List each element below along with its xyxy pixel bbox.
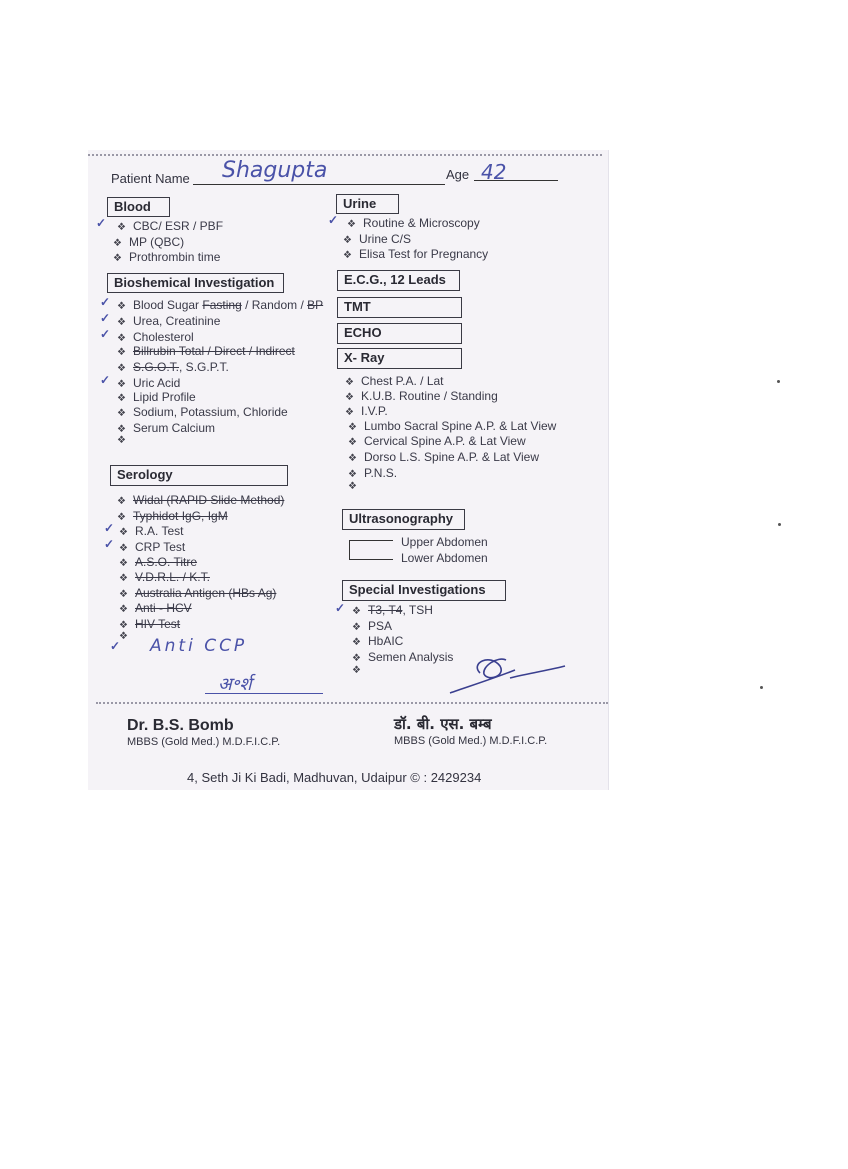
biochem-item-cholesterol — [117, 330, 194, 344]
bullet-icon: ❖ — [117, 222, 126, 233]
perforation-bottom — [96, 702, 608, 704]
bullet-icon: ❖ — [119, 589, 128, 600]
item-text: Sodium, Potassium, Chloride — [133, 405, 288, 419]
item-text-struck: Anti - HCV — [135, 601, 192, 615]
handwritten-underline — [205, 693, 323, 694]
xray-section-title: X- Ray — [337, 348, 462, 369]
bullet-icon: ❖ — [117, 333, 126, 344]
item-text: Urine C/S — [359, 232, 412, 246]
item-text: Semen Analysis — [368, 650, 454, 664]
item-text: Routine & Microscopy — [363, 216, 480, 230]
xray-item-chest — [345, 374, 444, 388]
serology-item-ra-test — [119, 524, 183, 538]
biochem-item-lipid — [117, 390, 196, 404]
item-text-struck: HIV Test — [135, 617, 181, 631]
urine-section-title: Urine — [336, 194, 399, 214]
ultrasound-bracket — [349, 540, 393, 560]
special-item-psa — [352, 619, 392, 633]
xray-item-cervical — [348, 434, 526, 448]
item-text: , S.G.P.T. — [179, 360, 229, 374]
urine-item-elisa — [343, 247, 488, 261]
bullet-icon: ❖ — [117, 379, 126, 390]
item-text: K.U.B. Routine / Standing — [361, 389, 498, 403]
serology-item-typhidot — [117, 509, 228, 523]
tick-mark-icon: ✓ — [100, 311, 111, 325]
xray-item-lumbo — [348, 419, 556, 433]
item-text: Prothrombin time — [129, 250, 221, 264]
bullet-icon: ❖ — [117, 496, 126, 507]
item-text-struck: Fasting — [202, 298, 242, 312]
ultrasound-item-lower: Lower Abdomen — [401, 551, 488, 565]
tick-mark-icon: ✓ — [104, 521, 115, 535]
bullet-icon: ❖ — [119, 543, 128, 554]
item-text: Uric Acid — [133, 376, 181, 390]
urine-item-cs — [343, 232, 411, 246]
bullet-icon: ❖ — [117, 424, 126, 435]
item-text-struck: A.S.O. Titre — [135, 555, 198, 569]
item-text-struck: BP — [307, 298, 324, 312]
item-text: CBC/ ESR / PBF — [133, 219, 224, 233]
item-text: Dorso L.S. Spine A.P. & Lat View — [364, 450, 539, 464]
scan-speck — [777, 380, 780, 383]
special-section-title: Special Investigations — [342, 580, 506, 601]
perforation-top — [88, 154, 602, 156]
item-text: R.A. Test — [135, 524, 184, 538]
bullet-icon: ❖ — [352, 622, 361, 633]
handwritten-anti-ccp: Anti CCP — [150, 636, 248, 656]
tmt-section-title: TMT — [337, 297, 462, 318]
bullet-icon: ❖ — [117, 363, 126, 374]
bullet-icon: ❖ — [343, 235, 352, 246]
doctor-degree-en: MBBS (Gold Med.) M.D.F.I.C.P. — [127, 736, 281, 748]
item-text-struck: T3, T4 — [368, 603, 403, 617]
bullet-icon: ❖ — [117, 393, 126, 404]
biochem-item-bilirubin — [117, 344, 295, 358]
scan-speck — [760, 686, 763, 689]
bullet-icon: ❖ — [352, 637, 361, 648]
biochem-item-blood-sugar — [117, 298, 323, 312]
serology-item-hbsag — [119, 586, 276, 600]
blood-item-prothrombin — [113, 250, 220, 264]
clinic-address: 4, Seth Ji Ki Badi, Madhuvan, Udaipur © : 2429234 — [187, 770, 482, 785]
echo-section-title: ECHO — [337, 323, 462, 344]
bullet-icon: ❖ — [352, 606, 361, 617]
item-text: I.V.P. — [361, 404, 388, 418]
item-text: CRP Test — [135, 540, 186, 554]
item-text: HbAIC — [368, 634, 404, 648]
item-text-struck: Billrubin Total / Direct / Indirect — [133, 344, 295, 358]
tick-mark-icon: ✓ — [96, 216, 107, 230]
bullet-icon: ❖ — [113, 238, 122, 249]
xray-item-blank — [348, 478, 364, 492]
biochem-item-urea — [117, 314, 220, 328]
serology-section-title: Serology — [110, 465, 288, 486]
age-label: Age — [446, 167, 470, 182]
bullet-icon: ❖ — [347, 219, 356, 230]
bullet-icon: ❖ — [119, 573, 128, 584]
tick-mark-icon: ✓ — [100, 327, 111, 341]
tick-mark-icon: ✓ — [100, 373, 111, 387]
tick-mark-icon: ✓ — [110, 639, 121, 653]
xray-item-kub — [345, 389, 498, 403]
bullet-icon: ❖ — [348, 437, 357, 448]
biochem-item-sodium — [117, 405, 288, 419]
urine-item-routine — [347, 216, 480, 230]
bullet-icon: ❖ — [119, 604, 128, 615]
tick-mark-icon: ✓ — [328, 213, 339, 227]
bullet-icon: ❖ — [119, 527, 128, 538]
special-item-blank — [352, 662, 368, 676]
biochem-item-blank — [117, 432, 133, 446]
bullet-icon: ❖ — [352, 653, 361, 664]
bullet-icon: ❖ — [117, 301, 126, 312]
handwritten-note: अ॰र्श — [218, 674, 252, 695]
patient-name-value: Shagupta — [222, 158, 328, 183]
biochem-item-uric-acid — [117, 376, 180, 390]
biochem-section-title: Bioshemical Investigation — [107, 273, 284, 293]
serology-item-hcv — [119, 601, 192, 615]
xray-item-dorso — [348, 450, 539, 464]
bullet-icon: ❖ — [345, 407, 354, 418]
ultrasound-section-title: Ultrasonography — [342, 509, 465, 530]
bullet-icon: ❖ — [352, 665, 361, 676]
blood-item-cbc — [117, 219, 223, 233]
item-text: Serum Calcium — [133, 421, 216, 435]
item-text-struck: V.D.R.L. / K.T. — [135, 570, 210, 584]
bullet-icon: ❖ — [348, 453, 357, 464]
item-text: Lumbo Sacral Spine A.P. & Lat View — [364, 419, 557, 433]
serology-item-blank — [119, 628, 135, 642]
bullet-icon: ❖ — [348, 422, 357, 433]
bullet-icon: ❖ — [117, 512, 126, 523]
item-text: MP (QBC) — [129, 235, 185, 249]
item-text: Blood Sugar — [133, 298, 203, 312]
serology-item-aso — [119, 555, 197, 569]
ecg-section-title: E.C.G., 12 Leads — [337, 270, 460, 291]
bullet-icon: ❖ — [117, 408, 126, 419]
bullet-icon: ❖ — [119, 631, 128, 642]
item-text: PSA — [368, 619, 393, 633]
bullet-icon: ❖ — [343, 250, 352, 261]
item-text: Lipid Profile — [133, 390, 196, 404]
item-text: Urea, Creatinine — [133, 314, 221, 328]
doctor-signature — [440, 648, 570, 700]
special-item-hbaic — [352, 634, 403, 648]
doctor-name-en: Dr. B.S. Bomb — [127, 717, 234, 734]
bullet-icon: ❖ — [345, 377, 354, 388]
item-text-struck: Widal (RAPID Slide Method) — [133, 493, 285, 507]
item-text: Chest P.A. / Lat — [361, 374, 444, 388]
scan-speck — [778, 523, 781, 526]
blood-section-title: Blood — [107, 197, 170, 217]
bullet-icon: ❖ — [119, 620, 128, 631]
bullet-icon: ❖ — [117, 317, 126, 328]
special-item-thyroid — [352, 603, 433, 617]
xray-item-ivp — [345, 404, 388, 418]
item-text: Elisa Test for Pregnancy — [359, 247, 489, 261]
serology-item-crp — [119, 540, 185, 554]
ultrasound-item-upper: Upper Abdomen — [401, 535, 488, 549]
bullet-icon: ❖ — [348, 481, 357, 492]
bullet-icon: ❖ — [117, 347, 126, 358]
doctor-degree-hi: MBBS (Gold Med.) M.D.F.I.C.P. — [394, 735, 548, 747]
tick-mark-icon: ✓ — [100, 295, 111, 309]
bullet-icon: ❖ — [117, 435, 126, 446]
item-text: P.N.S. — [364, 466, 398, 480]
item-text: / Random / — [241, 298, 308, 312]
patient-name-label: Patient Name — [111, 171, 190, 186]
item-text: , TSH — [402, 603, 433, 617]
item-text: Cholesterol — [133, 330, 194, 344]
age-value: 42 — [481, 160, 507, 184]
blood-item-mp — [113, 235, 184, 249]
bullet-icon: ❖ — [345, 392, 354, 403]
item-text: Cervical Spine A.P. & Lat View — [364, 434, 526, 448]
item-text-struck: Australia Antigen (HBs Ag) — [135, 586, 277, 600]
tick-mark-icon: ✓ — [104, 537, 115, 551]
biochem-item-sgot-sgpt — [117, 360, 229, 374]
serology-item-vdrl — [119, 570, 210, 584]
bullet-icon: ❖ — [119, 558, 128, 569]
tick-mark-icon: ✓ — [335, 601, 346, 615]
bullet-icon: ❖ — [113, 253, 122, 264]
bullet-icon: ❖ — [348, 469, 357, 480]
item-text-struck: S.G.O.T. — [133, 360, 180, 374]
serology-item-widal — [117, 493, 284, 507]
doctor-name-hi: डॉ. बी. एस. बम्ब — [394, 715, 492, 733]
item-text-struck: Typhidot IgG, IgM — [133, 509, 228, 523]
patient-name-line — [193, 184, 445, 185]
